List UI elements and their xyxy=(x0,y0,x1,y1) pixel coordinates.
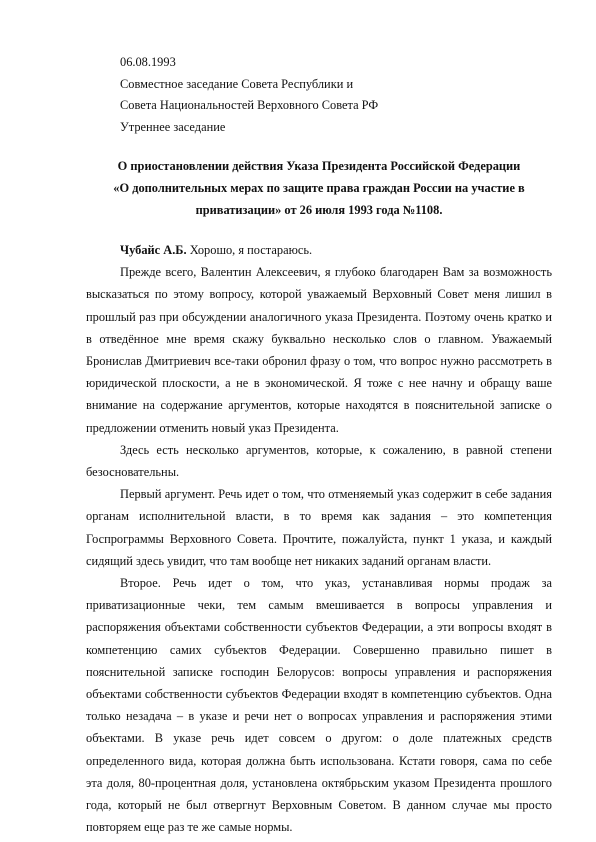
paragraph-3: Первый аргумент. Речь идет о том, что отменяемый указ содержит в себе задания органам исполнительной власти, в то время как задания – это компетенция Госпрограммы Верховного Совета. Прочтите, пожалуйста, пункт 1 указа, и каждый сидящий здесь увидит, что там вообще нет никаких заданий органам власти. xyxy=(86,487,552,568)
title-line-3: приватизации» от 26 июля 1993 года №1108. xyxy=(195,203,443,217)
document-title xyxy=(86,155,552,221)
speaker-paragraph xyxy=(86,239,552,261)
session-part: Утреннее заседание xyxy=(120,119,226,134)
session-name-line-2: Совета Национальностей Верховного Совета РФ xyxy=(120,98,379,112)
transcript-body xyxy=(86,239,552,838)
paragraph-2: Здесь есть несколько аргументов, которые, к сожалению, в равной степени безосновательны. xyxy=(86,442,552,480)
speaker-opening: Хорошо, я постараюсь. xyxy=(186,243,313,257)
speaker-name: Чубайс А.Б. xyxy=(120,243,187,257)
session-date: 06.08.1993 xyxy=(120,55,176,69)
paragraph-4: Второе. Речь идет о том, что указ, устанавливая нормы продаж за приватизационные чеки, тем самым вмешивается в вопросы управления и распоряжения объектами собственности субъектов Федерации, а эти вопросы входят в компетенцию самих субъектов Федерации. Совершенно правильно пишет в пояснительной записке господин Белорусов: вопросы управления и распоряжения объектами собственности субъектов Федерации входят в компетенцию субъектов. Одна только незадача – в указе и речи нет о вопросах управления и распоряжения этими объектами. В указе речь идет совсем о другом: о доле платежных средств определенного вида, которая должна быть использована. Кстати говоря, сама по себе эта доля, 80-процентная доля, установлена октябрьским указом Президента прошлого года, который не был отвергнут Верховным Советом. В данном случае мы просто повторяем еще раз те же самые нормы. xyxy=(86,576,552,835)
document-header xyxy=(120,52,540,138)
title-line-1: О приостановлении действия Указа Президента Российской Федерации xyxy=(117,159,521,173)
paragraph-1: Прежде всего, Валентин Алексеевич, я глубоко благодарен Вам за возможность высказаться по этому вопросу, которой уважаемый Верховный Совет меня лишил в прошлый раз при обсуждении аналогичного указа Президента. Поэтому очень кратко и в отведённое мне время скажу буквально несколько слов о главном. Уважаемый Бронислав Дмитриевич все-таки обронил фразу о том, что вопрос нужно рассмотреть в юридической плоскости, а не в экономической. Я тоже с нее начну и обращу ваше внимание на содержание аргументов, которые находятся в пояснительной записке о предложении отменить новый указ Президента. xyxy=(86,265,552,435)
session-name-line-1: Совместное заседание Совета Республики и xyxy=(120,76,354,91)
title-line-2: «О дополнительных мерах по защите права граждан России на участие в xyxy=(113,181,525,195)
